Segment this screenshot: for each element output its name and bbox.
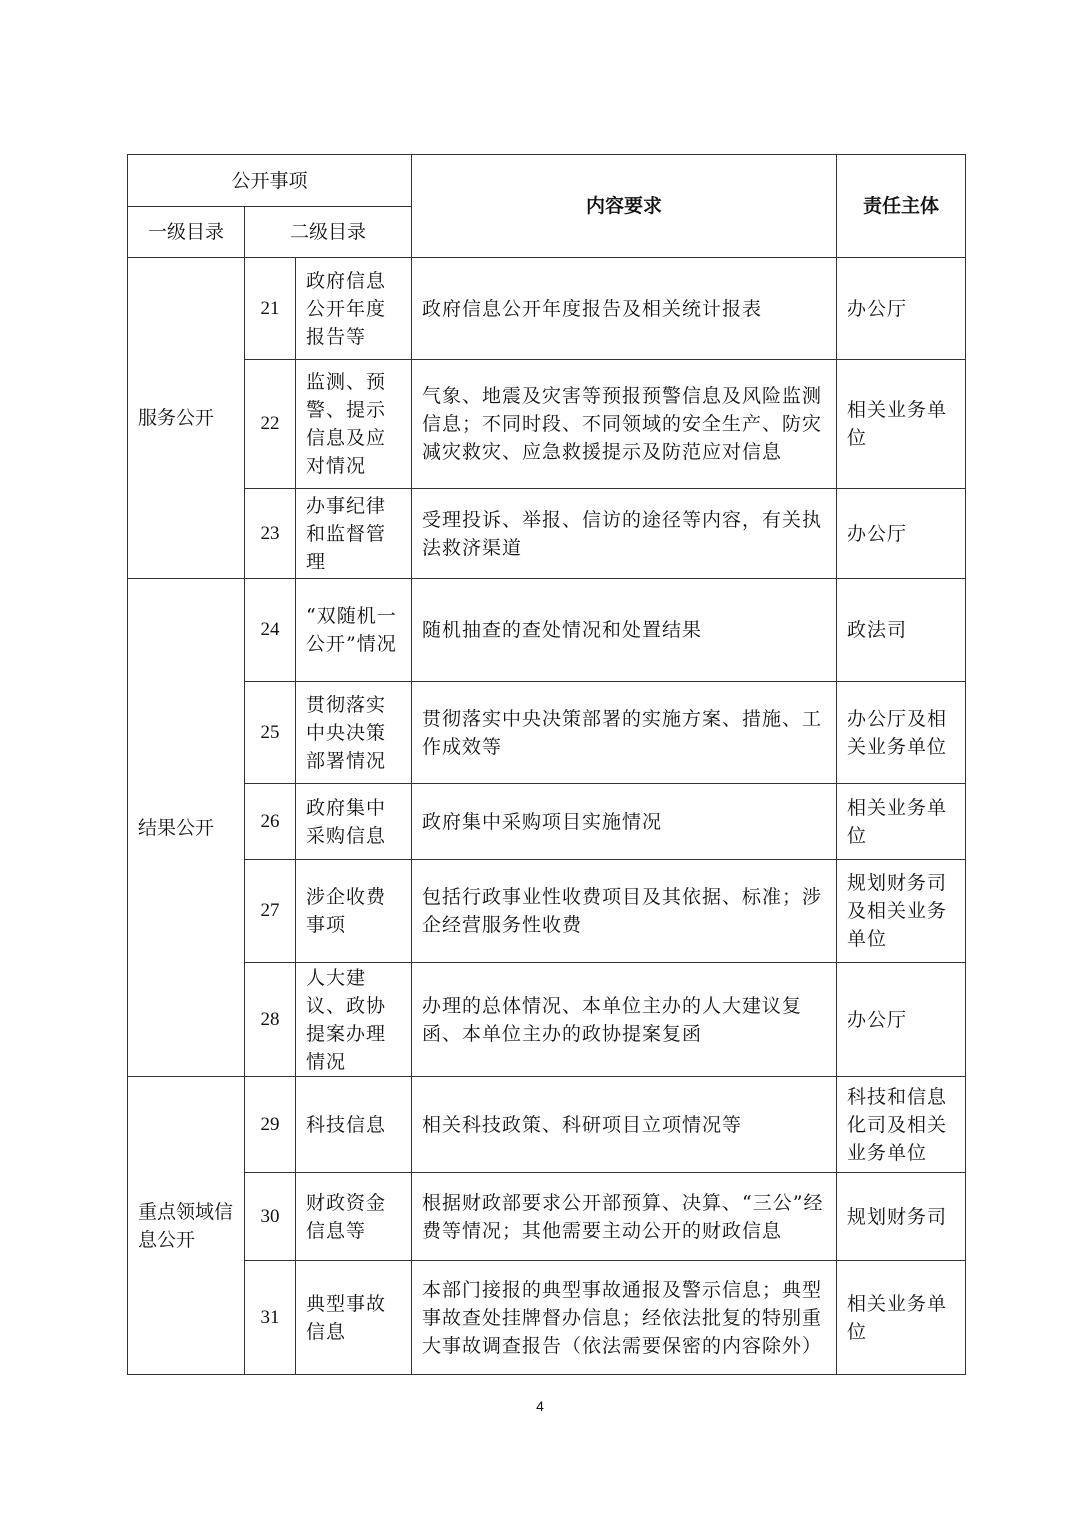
- responsible-unit: 办公厅: [837, 489, 966, 579]
- row-number: 26: [245, 784, 296, 860]
- sub-item: 典型事故信息: [296, 1261, 412, 1375]
- responsible-unit: 规划财务司: [837, 1173, 966, 1261]
- sub-item: 贯彻落实中央决策部署情况: [296, 682, 412, 784]
- table-row: [128, 360, 966, 489]
- content-requirement: 包括行政事业性收费项目及其依据、标准；涉企经营服务性收费: [412, 860, 837, 963]
- responsible-unit: 办公厅及相关业务单位: [837, 682, 966, 784]
- row-number: 22: [245, 360, 296, 489]
- content-requirement: 根据财政部要求公开部预算、决算、“三公”经费等情况；其他需要主动公开的财政信息: [412, 1173, 837, 1261]
- content-requirement: 办理的总体情况、本单位主办的人大建议复函、本单位主办的政协提案复函: [412, 963, 837, 1077]
- category-result: 结果公开: [128, 579, 245, 1077]
- page-number: 4: [536, 1398, 544, 1414]
- row-number: 29: [245, 1077, 296, 1173]
- table-row: [128, 579, 966, 682]
- table-row: [128, 682, 966, 784]
- table-row: [128, 1261, 966, 1375]
- sub-item: 科技信息: [296, 1077, 412, 1173]
- responsible-unit: 办公厅: [837, 963, 966, 1077]
- content-requirement: 本部门接报的典型事故通报及警示信息；典型事故查处挂牌督办信息；经依法批复的特别重大事故调查报告（依法需要保密的内容除外）: [412, 1261, 837, 1375]
- table-row: [128, 860, 966, 963]
- responsible-unit: 相关业务单位: [837, 784, 966, 860]
- header-content-requirements: 内容要求: [412, 155, 837, 258]
- sub-item: “双随机一公开”情况: [296, 579, 412, 682]
- row-number: 25: [245, 682, 296, 784]
- responsible-unit: 规划财务司及相关业务单位: [837, 860, 966, 963]
- sub-item: 政府信息公开年度报告等: [296, 258, 412, 360]
- row-number: 28: [245, 963, 296, 1077]
- header-responsible-party: 责任主体: [837, 155, 966, 258]
- responsible-unit: 相关业务单位: [837, 360, 966, 489]
- content-requirement: 气象、地震及灾害等预报预警信息及风险监测信息；不同时段、不同领域的安全生产、防灾减灾救灾、应急救援提示及防范应对信息: [412, 360, 837, 489]
- sub-item: 政府集中采购信息: [296, 784, 412, 860]
- responsible-unit: 科技和信息化司及相关业务单位: [837, 1077, 966, 1173]
- content-requirement: 相关科技政策、科研项目立项情况等: [412, 1077, 837, 1173]
- category-key-area: 重点领域信息公开: [128, 1077, 245, 1375]
- header-row-1: [128, 155, 966, 207]
- table-row: [128, 258, 966, 360]
- header-public-items: 公开事项: [128, 155, 412, 207]
- responsible-unit: 办公厅: [837, 258, 966, 360]
- row-number: 21: [245, 258, 296, 360]
- table-row: [128, 963, 966, 1077]
- content-requirement: 随机抽查的查处情况和处置结果: [412, 579, 837, 682]
- row-number: 24: [245, 579, 296, 682]
- table-row: [128, 489, 966, 579]
- sub-item: 涉企收费事项: [296, 860, 412, 963]
- header-level1: 一级目录: [128, 207, 245, 258]
- sub-item: 财政资金信息等: [296, 1173, 412, 1261]
- table-row: [128, 784, 966, 860]
- sub-item: 监测、预警、提示信息及应对情况: [296, 360, 412, 489]
- responsible-unit: 政法司: [837, 579, 966, 682]
- table-row: [128, 1173, 966, 1261]
- sub-item: 人大建议、政协提案办理情况: [296, 963, 412, 1077]
- content-requirement: 政府信息公开年度报告及相关统计报表: [412, 258, 837, 360]
- disclosure-table: [127, 154, 966, 1375]
- header-level2: 二级目录: [245, 207, 412, 258]
- row-number: 31: [245, 1261, 296, 1375]
- table-row: [128, 1077, 966, 1173]
- row-number: 27: [245, 860, 296, 963]
- content-requirement: 政府集中采购项目实施情况: [412, 784, 837, 860]
- content-requirement: 贯彻落实中央决策部署的实施方案、措施、工作成效等: [412, 682, 837, 784]
- responsible-unit: 相关业务单位: [837, 1261, 966, 1375]
- row-number: 30: [245, 1173, 296, 1261]
- row-number: 23: [245, 489, 296, 579]
- content-requirement: 受理投诉、举报、信访的途径等内容，有关执法救济渠道: [412, 489, 837, 579]
- sub-item: 办事纪律和监督管理: [296, 489, 412, 579]
- category-service: 服务公开: [128, 258, 245, 579]
